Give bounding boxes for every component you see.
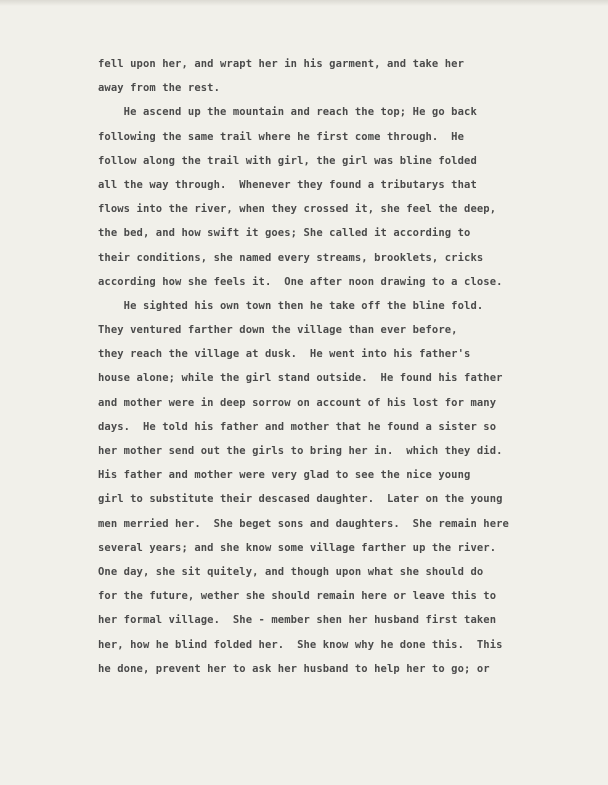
text-line-11: He sighted his own town then he take off the bline fold. bbox=[98, 299, 484, 312]
text-line-16: days. He told his father and mother that he found a sister so bbox=[98, 420, 497, 433]
typewritten-text bbox=[98, 52, 568, 681]
text-line-25: her, how he blind folded her. She know why he done this. This bbox=[98, 638, 503, 651]
page-edge-shadow bbox=[0, 0, 608, 6]
text-line-5: follow along the trail with girl, the girl was bline folded bbox=[98, 154, 477, 167]
text-line-9: their conditions, she named every streams, brooklets, cricks bbox=[98, 251, 484, 264]
text-line-26: he done, prevent her to ask her husband to help her to go; or bbox=[98, 662, 490, 675]
text-line-19: girl to substitute their descased daughter. Later on the young bbox=[98, 493, 503, 506]
text-line-17: her mother send out the girls to bring her in. which they did. bbox=[98, 445, 503, 457]
text-line-23: for the future, wether she should remain here or leave this to bbox=[98, 590, 497, 603]
text-line-3: He ascend up the mountain and reach the top; He go back bbox=[98, 106, 477, 119]
text-line-24: her formal village. She - member shen her husband first taken bbox=[98, 614, 497, 627]
text-line-8: the bed, and how swift it goes; She called it according to bbox=[98, 227, 471, 240]
text-line-6: all the way through. Whenever they found a tributarys that bbox=[98, 178, 477, 191]
text-line-15: and mother were in deep sorrow on account of his lost for many bbox=[98, 396, 497, 409]
text-line-20: men merried her. She beget sons and daughters. She remain here bbox=[98, 517, 509, 530]
text-line-2: away from the rest. bbox=[98, 82, 221, 95]
text-line-14: house alone; while the girl stand outside. He found his father bbox=[98, 372, 503, 385]
text-line-1: fell upon her, and wrapt her in his garment, and take her bbox=[98, 58, 465, 70]
text-line-7: flows into the river, when they crossed it, she feel the deep, bbox=[98, 203, 497, 216]
text-line-10: according how she feels it. One after noon drawing to a close. bbox=[98, 275, 503, 288]
text-line-22: One day, she sit quitely, and though upon what she should do bbox=[98, 565, 484, 578]
text-line-4: following the same trail where he first come through. He bbox=[98, 130, 465, 143]
text-line-18: His father and mother were very glad to see the nice young bbox=[98, 469, 471, 482]
text-line-13: they reach the village at dusk. He went into his father's bbox=[98, 348, 471, 361]
text-line-21: several years; and she know some village farther up the river. bbox=[98, 541, 497, 554]
text-line-12: They ventured farther down the village than ever before, bbox=[98, 324, 458, 337]
